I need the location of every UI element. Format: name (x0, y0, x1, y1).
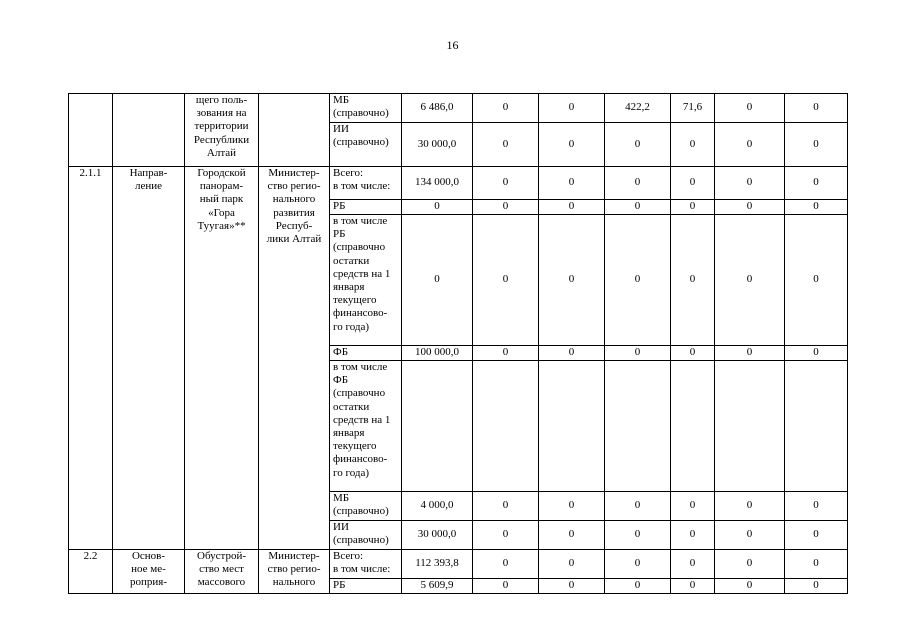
amount-cell: 0 (785, 167, 848, 200)
amount-cell: 112 393,8 (402, 550, 473, 579)
amount-cell: 0 (671, 215, 715, 346)
amount-cell: 0 (605, 123, 671, 167)
amount-cell: 0 (785, 346, 848, 361)
amount-cell: 0 (402, 200, 473, 215)
amount-cell (402, 361, 473, 492)
amount-cell: 100 000,0 (402, 346, 473, 361)
amount-cell: 0 (715, 94, 785, 123)
amount-cell: 0 (473, 579, 539, 594)
funding-source-cell: ИИ (справочно) (330, 521, 402, 550)
amount-cell: 0 (715, 200, 785, 215)
amount-cell: 0 (605, 346, 671, 361)
funding-source-cell: РБ (330, 579, 402, 594)
amount-cell: 71,6 (671, 94, 715, 123)
amount-cell: 0 (539, 346, 605, 361)
amount-cell: 0 (473, 492, 539, 521)
amount-cell: 30 000,0 (402, 521, 473, 550)
amount-cell: 0 (715, 123, 785, 167)
amount-cell: 0 (539, 200, 605, 215)
page-number: 16 (446, 38, 459, 52)
group-num-cell: 2.1.1 (69, 167, 113, 550)
amount-cell: 0 (473, 346, 539, 361)
amount-cell: 0 (402, 215, 473, 346)
amount-cell: 0 (605, 521, 671, 550)
amount-cell: 0 (473, 123, 539, 167)
amount-cell: 0 (671, 521, 715, 550)
amount-cell: 0 (715, 346, 785, 361)
amount-cell: 6 486,0 (402, 94, 473, 123)
amount-cell: 0 (539, 167, 605, 200)
amount-cell: 0 (785, 94, 848, 123)
amount-cell: 0 (671, 492, 715, 521)
group-type-cell (113, 94, 185, 167)
funding-source-cell: ИИ (справочно) (330, 123, 402, 167)
amount-cell: 0 (473, 215, 539, 346)
amount-cell: 0 (473, 521, 539, 550)
amount-cell: 0 (785, 200, 848, 215)
group-num-cell: 2.2 (69, 550, 113, 594)
amount-cell: 0 (473, 200, 539, 215)
table-row (69, 94, 848, 123)
amount-cell: 422,2 (605, 94, 671, 123)
funding-source-cell: ФБ (330, 346, 402, 361)
amount-cell: 0 (473, 167, 539, 200)
amount-cell: 0 (715, 215, 785, 346)
amount-cell: 0 (671, 167, 715, 200)
amount-cell (473, 361, 539, 492)
table-row (69, 550, 848, 579)
amount-cell: 30 000,0 (402, 123, 473, 167)
funding-source-cell: МБ (справочно) (330, 94, 402, 123)
amount-cell: 0 (539, 521, 605, 550)
group-name-cell: щего поль- зования на территории Республики Алтай (185, 94, 259, 167)
amount-cell: 0 (671, 200, 715, 215)
amount-cell: 0 (539, 123, 605, 167)
group-name-cell: Обустрой- ство мест массового (185, 550, 259, 594)
amount-cell (539, 361, 605, 492)
funding-source-cell: РБ (330, 200, 402, 215)
amount-cell: 4 000,0 (402, 492, 473, 521)
amount-cell: 0 (785, 579, 848, 594)
amount-cell: 0 (605, 492, 671, 521)
amount-cell (605, 361, 671, 492)
amount-cell: 0 (785, 550, 848, 579)
amount-cell: 0 (715, 550, 785, 579)
amount-cell: 0 (785, 215, 848, 346)
funding-source-cell: Всего: в том числе: (330, 550, 402, 579)
amount-cell: 0 (715, 521, 785, 550)
amount-cell: 0 (539, 579, 605, 594)
amount-cell: 0 (785, 521, 848, 550)
amount-cell: 134 000,0 (402, 167, 473, 200)
amount-cell (785, 361, 848, 492)
amount-cell: 0 (605, 167, 671, 200)
amount-cell: 0 (539, 550, 605, 579)
amount-cell: 0 (539, 94, 605, 123)
group-exec-cell (259, 94, 330, 167)
amount-cell: 0 (715, 167, 785, 200)
group-num-cell (69, 94, 113, 167)
funding-source-cell: в том числе РБ (справочно остатки средств на 1 января текущего финансово- го года) (330, 215, 402, 346)
amount-cell: 0 (473, 94, 539, 123)
group-name-cell: Городской панорам- ный парк «Гора Туугая»** (185, 167, 259, 550)
amount-cell: 0 (715, 492, 785, 521)
amount-cell (715, 361, 785, 492)
amount-cell: 0 (605, 215, 671, 346)
amount-cell: 0 (785, 492, 848, 521)
amount-cell: 0 (539, 215, 605, 346)
amount-cell: 5 609,9 (402, 579, 473, 594)
funding-source-cell: Всего: в том числе: (330, 167, 402, 200)
amount-cell: 0 (605, 200, 671, 215)
amount-cell: 0 (605, 579, 671, 594)
amount-cell: 0 (671, 346, 715, 361)
table-row (69, 167, 848, 200)
amount-cell: 0 (671, 579, 715, 594)
group-exec-cell: Министер- ство регио- нального развития Респуб- лики Алтай (259, 167, 330, 550)
funding-source-cell: в том числе ФБ (справочно остатки средств на 1 января текущего финансово- го года) (330, 361, 402, 492)
group-type-cell: Направ- ление (113, 167, 185, 550)
budget-table (68, 93, 848, 594)
amount-cell: 0 (671, 123, 715, 167)
amount-cell: 0 (671, 550, 715, 579)
amount-cell: 0 (605, 550, 671, 579)
amount-cell: 0 (539, 492, 605, 521)
amount-cell: 0 (785, 123, 848, 167)
funding-source-cell: МБ (справочно) (330, 492, 402, 521)
amount-cell: 0 (473, 550, 539, 579)
amount-cell: 0 (715, 579, 785, 594)
group-exec-cell: Министер- ство регио- нального (259, 550, 330, 594)
group-type-cell: Основ- ное ме- роприя- (113, 550, 185, 594)
amount-cell (671, 361, 715, 492)
